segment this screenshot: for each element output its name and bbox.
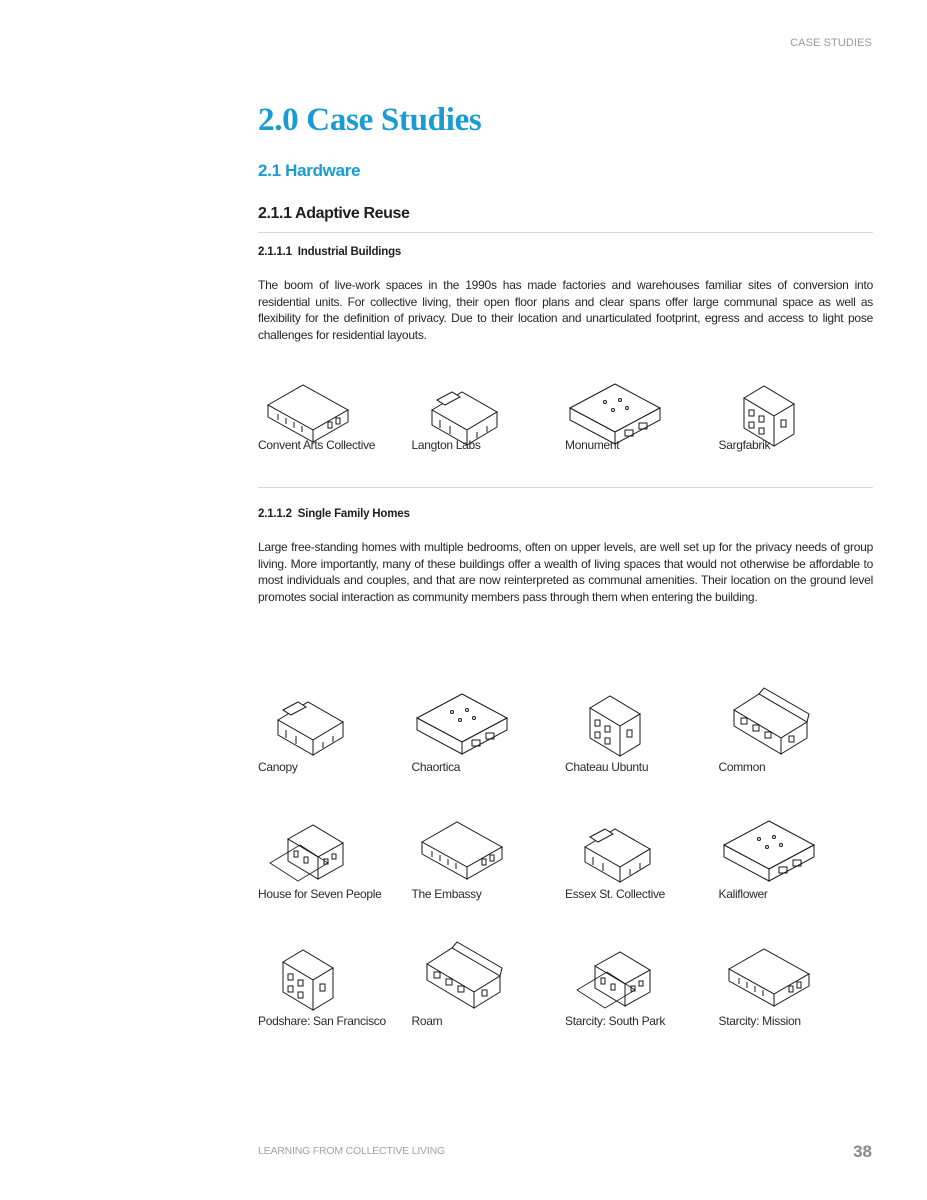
case-study-caption: Monument [565, 438, 620, 452]
case-study-caption: Roam [411, 1014, 443, 1028]
case-study-caption: Chateau Ubuntu [565, 760, 649, 774]
section-title: 2.1 Hardware [258, 161, 361, 180]
case-study-caption: Essex St. Collective [565, 887, 666, 901]
house-axonometric-icon [565, 934, 665, 1014]
house-axonometric-icon [412, 807, 512, 887]
single-family-heading [258, 508, 410, 520]
case-study-caption: Podshare: San Francisco [258, 1014, 386, 1028]
case-study-caption: Starcity: Mission [718, 1014, 801, 1028]
single-family-paragraph: Large free-standing homes with multiple bedrooms, often on upper levels, are well set up for the privacy needs of group living. More importantly, many of these buildings offer a wealth of living spaces that would not otherwise be affordable to most individuals and couples, and that are now reinterpreted as communal amenities. Their location on the ground level promotes social interaction as community members pass through them when entering the building. [258, 540, 873, 604]
house-axonometric-icon [258, 680, 358, 760]
chapter-title: 2.0 Case Studies [258, 102, 482, 138]
heading-number: 2.1.1.1 [258, 246, 292, 258]
page-number: 38 [853, 1142, 872, 1161]
case-study-caption: Sargfabrik [718, 438, 771, 452]
case-study-caption: Chaortica [411, 760, 461, 774]
divider [258, 487, 873, 488]
divider [258, 232, 873, 233]
footer-publication: LEARNING FROM COLLECTIVE LIVING [258, 1145, 445, 1157]
case-study-caption: Canopy [258, 760, 298, 774]
house-axonometric-icon [412, 680, 512, 760]
heading-number: 2.1.1.2 [258, 508, 292, 520]
heading-text: Industrial Buildings [297, 246, 402, 258]
case-study-caption: Common [718, 760, 766, 774]
case-study-caption: The Embassy [411, 887, 482, 901]
subsection-title: 2.1.1 Adaptive Reuse [258, 205, 410, 222]
running-head: CASE STUDIES [790, 37, 872, 49]
house-axonometric-icon [719, 680, 819, 760]
case-study-caption: Starcity: South Park [565, 1014, 666, 1028]
case-study-caption: House for Seven People [258, 887, 382, 901]
house-axonometric-icon [565, 680, 665, 760]
case-study-caption: Convent Arts Collective [258, 438, 376, 452]
house-axonometric-icon [719, 934, 819, 1014]
house-axonometric-icon [258, 807, 358, 887]
house-axonometric-icon [719, 807, 819, 887]
case-study-caption: Kaliflower [718, 887, 768, 901]
house-axonometric-icon [258, 934, 358, 1014]
case-study-caption: Langton Labs [411, 438, 481, 452]
industrial-paragraph: The boom of live-work spaces in the 1990s has made factories and warehouses familiar sites of conversion into residential units. For collective living, their open floor plans and clear spans offer large communal space as well as flexibility for the definition of privacy. Due to their location and unarticulated footprint, egress and access to light pose challenges for residential layouts. [258, 278, 873, 342]
house-axonometric-icon [565, 807, 665, 887]
heading-text: Single Family Homes [297, 508, 410, 520]
industrial-heading [258, 246, 401, 258]
house-axonometric-icon [412, 934, 512, 1014]
